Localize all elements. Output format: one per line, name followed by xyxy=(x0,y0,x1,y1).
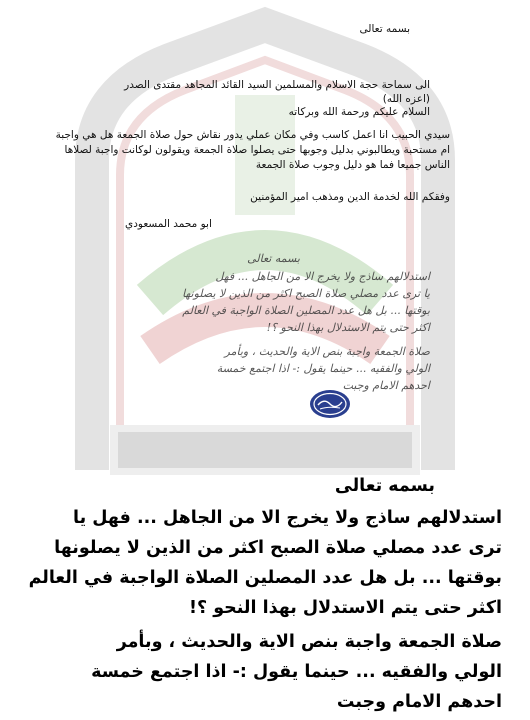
handwritten-line: بوقتها ... بل هل عدد المصلين الصلاة الواجبة في العالم xyxy=(182,304,430,317)
transcription-line: صلاة الجمعة واجبة بنص الاية والحديث ، وبأمر xyxy=(116,632,502,652)
handwritten-line: احدهم الامام وجبت xyxy=(342,379,430,392)
letter-signature: ابو محمد المسعودي xyxy=(125,218,212,230)
letter-body-line: ام مستحبة ويطالبوني بدليل وجوبها حتى يصلوا صلاة الجمعة ويقولون لوكانت واجبة لصلاها xyxy=(64,144,450,156)
transcription-line: اكثر حتى يتم الاستدلال بهذا النحو ؟! xyxy=(188,598,502,618)
handwritten-line: الولي والفقيه ... حينما يقول :- اذا اجتمع خمسة xyxy=(216,362,430,375)
letter-heading: بسمه تعالى xyxy=(359,23,410,35)
handwritten-line: صلاة الجمعة واجبة بنص الاية والحديث ، وبأمر xyxy=(224,345,430,358)
transcription-line: استدلالهم ساذج ولا يخرج الا من الجاهل ... فهل يا xyxy=(73,508,502,528)
handwritten-line: يا ترى عدد مصلي صلاة الصبح اكثر من الذين لا يصلونها xyxy=(182,287,430,300)
letter-thanks: وفقكم الله لخدمة الدين ومذهب امير المؤمنين xyxy=(250,191,450,203)
handwritten-line: اكثر حتى يتم الاستدلال بهذا النحو ؟! xyxy=(266,321,430,334)
transcription-title: بسمه تعالى xyxy=(334,476,435,496)
transcription-line: ترى عدد مصلي صلاة الصبح اكثر من الذين لا يصلونها xyxy=(54,538,502,558)
letter-body xyxy=(50,128,450,173)
handwritten-line: بسمه تعالى xyxy=(247,252,300,265)
seal-stamp-icon xyxy=(308,388,352,420)
letter-greeting: السلام عليكم ورحمة الله وبركاته xyxy=(288,106,430,118)
letter-body-line: سيدي الحبيب انا اعمل كاسب وفي مكان عملي يدور نقاش حول صلاة الجمعة هل هي واجبة xyxy=(55,129,450,141)
letter-body-line: الناس جميعا فما هو دليل وجوب صلاة الجمعة xyxy=(255,159,450,171)
transcription-line: بوقتها ... بل هل عدد المصلين الصلاة الواجبة في العالم xyxy=(28,568,502,588)
handwritten-line: استدلالهم ساذج ولا يخرج الا من الجاهل ... فهل xyxy=(215,270,430,283)
transcription-line: احدهم الامام وجبت xyxy=(336,692,502,712)
letter-address: الى سماحة حجة الاسلام والمسلمين السيد القائد المجاهد مقتدى الصدر (اعزه الله) xyxy=(124,79,430,105)
transcription-line: الولي والفقيه ... حينما يقول :- اذا اجتمع خمسة xyxy=(91,662,502,682)
